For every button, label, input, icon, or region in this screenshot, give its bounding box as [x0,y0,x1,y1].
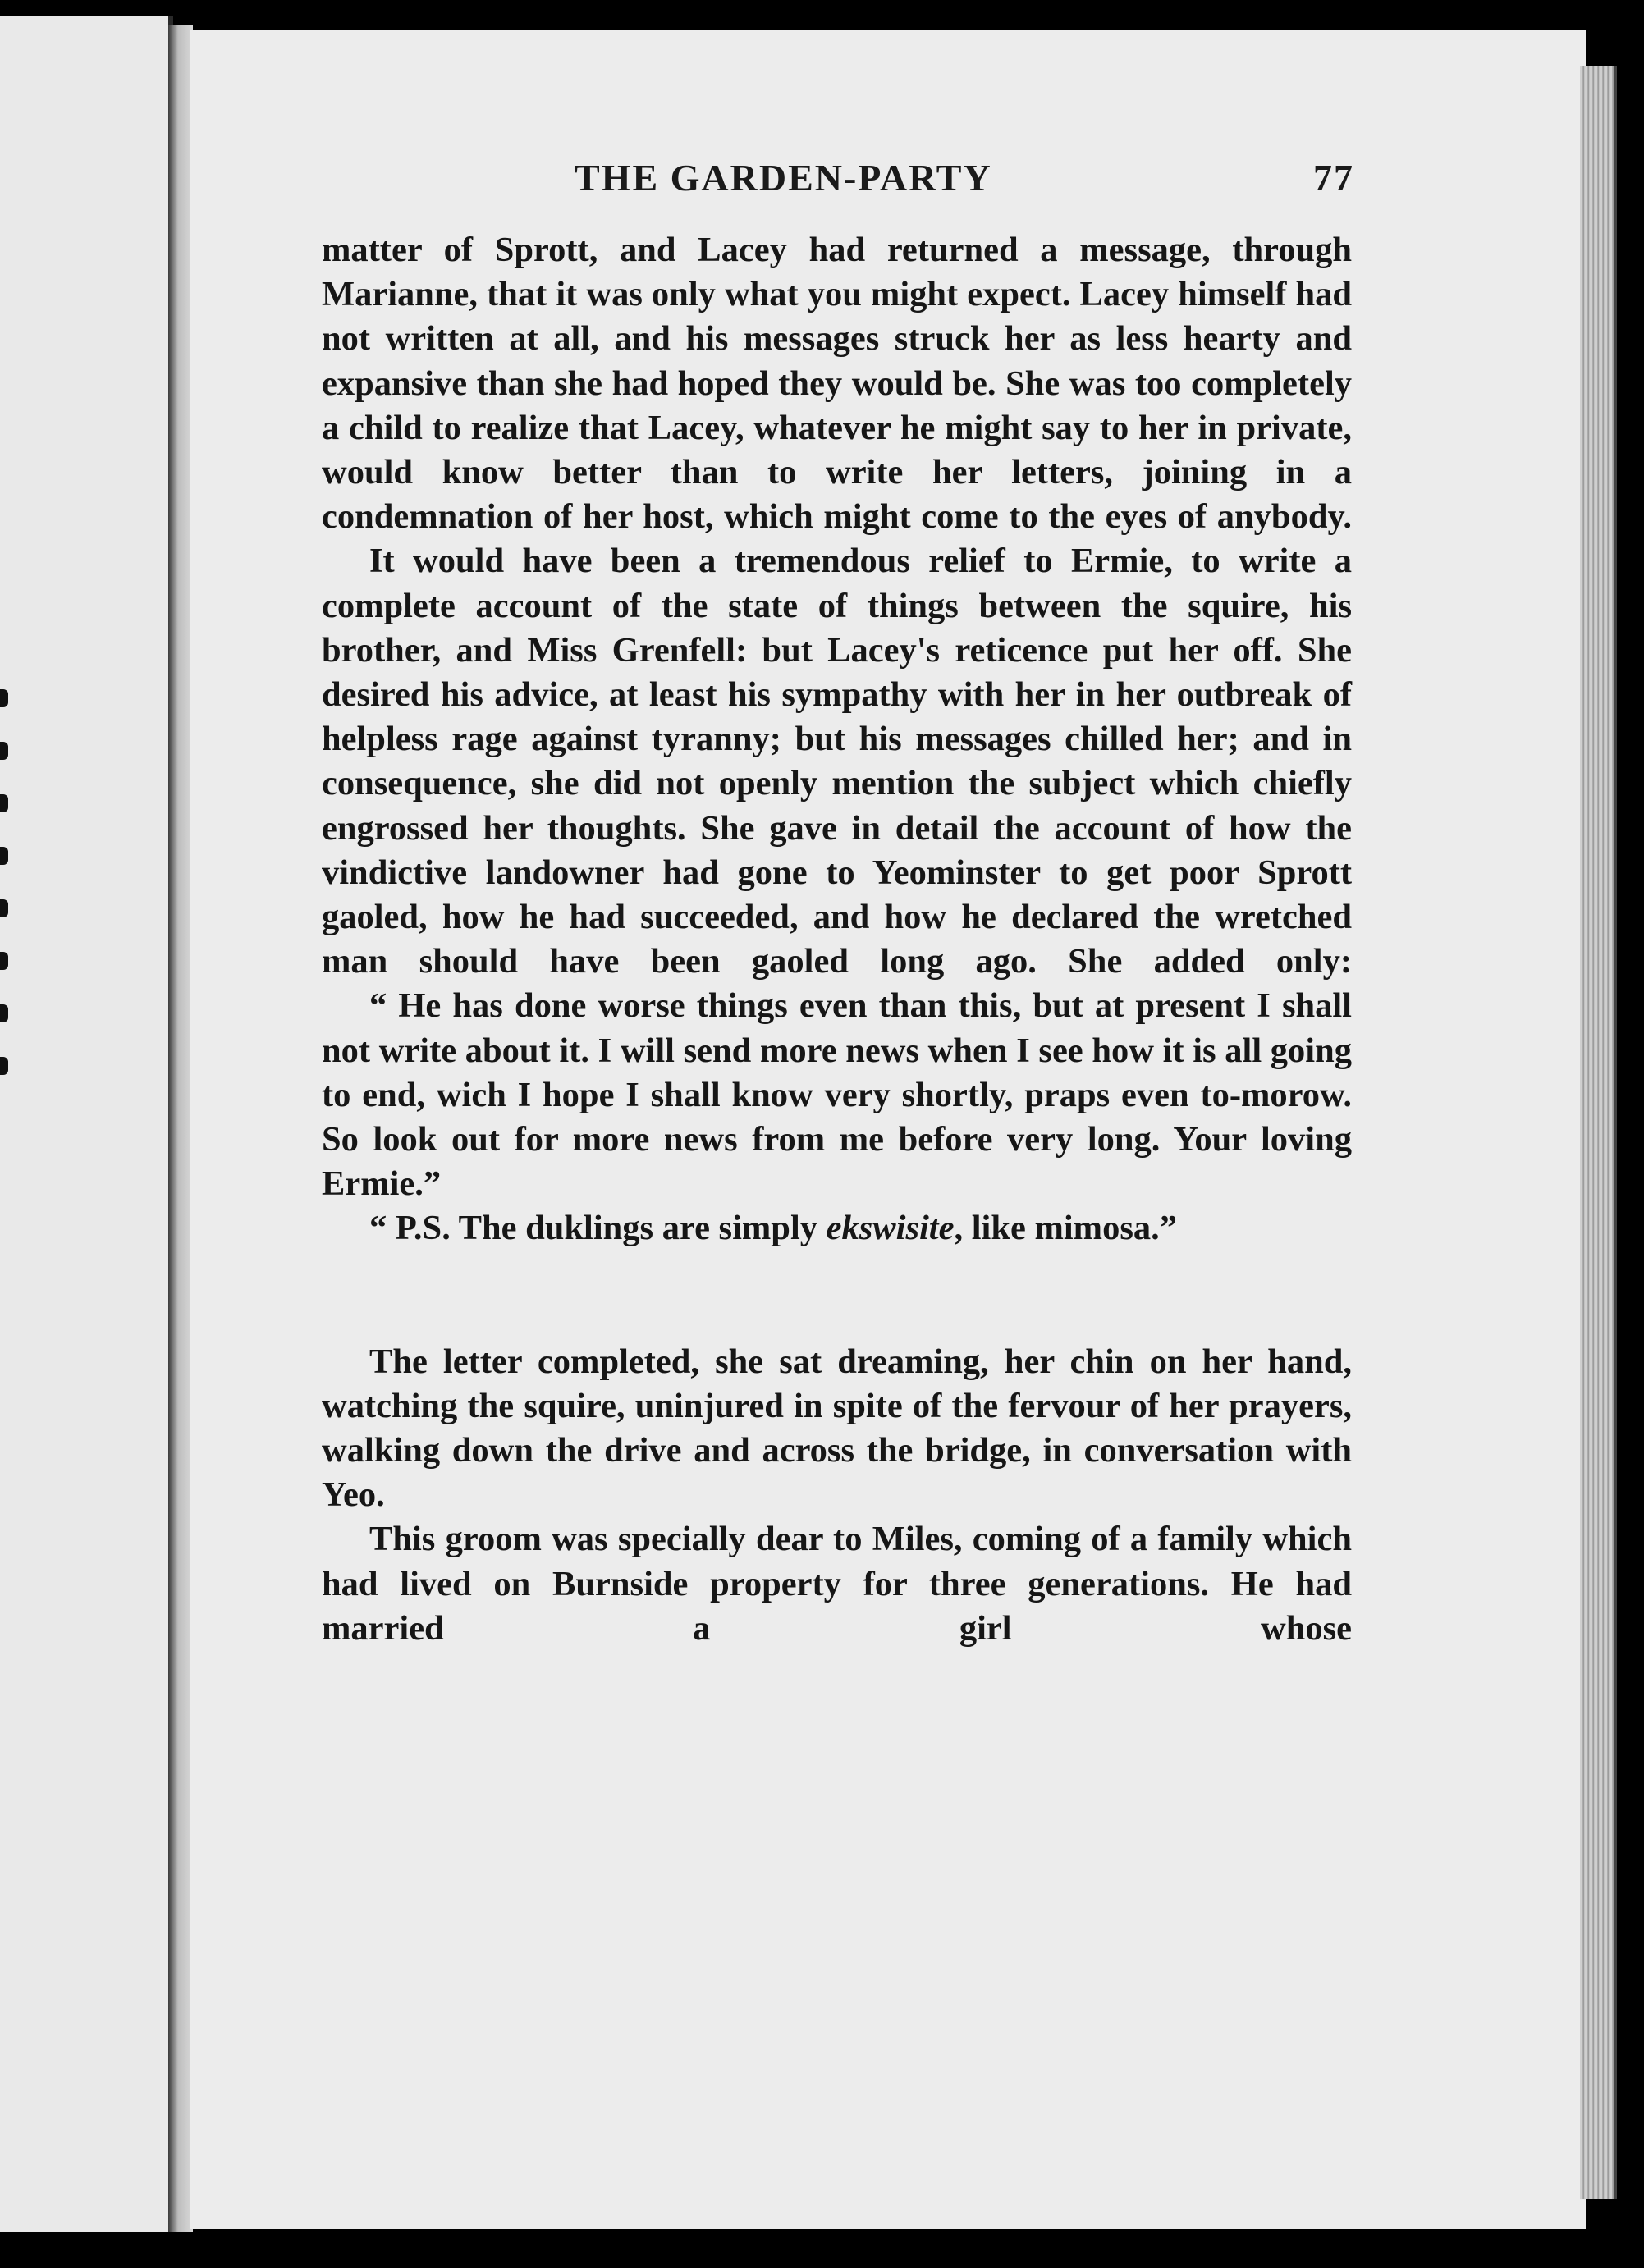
book-gutter [168,25,193,2232]
running-title: THE GARDEN-PARTY [575,157,992,199]
section-break [322,1251,1352,1340]
paragraph: matter of Sprott, and Lacey had returned a message, through Marianne, that it was only what you might expect. Lacey himself had not written at all, and his messages struck her as less hearty and expansive than she had hoped they would be. She was too completely a child to realize that Lacey, whatever he might say to her in private, would know better than to write her letters, joining in a condemnation of her host, which might come to the eyes of anybody. [322,231,1352,537]
paragraph: This groom was specially dear to Miles, coming of a family which had lived on Burnside property for three generations. He had married a girl whose [322,1520,1352,1648]
body-text [322,228,1352,1651]
postscript-text-end: , like mimosa.” [954,1209,1177,1248]
postscript-italic-word: ekswisite [826,1209,955,1248]
paragraph: It would have been a tremendous relief to Ermie, to write a complete account of the state of things between the squire, his brother, and Miss Grenfell: but Lacey's reticence put her off. She desired his advice, at least his sympathy with her in her outbreak of helpless rage against tyranny; but his messages chilled her; and in consequence, she did not openly mention the subject which chiefly engrossed her thoughts. She gave in detail the account of how the vindictive landowner had gone to Yeominster to get poor Sprott gaoled, how he had succeeded, and how he declared the wretched man should have been gaoled long ago. She added only: [322,542,1352,981]
facing-page-text-edge [0,689,11,1182]
facing-page [0,16,173,2232]
letter-paragraph: “ He has done worse things even than this, but at present I shall not write about it. I will send more news when I see how it is all going to end, wich I hope I shall know very shortly, praps even to-morow. So look out for more news from me before very long. Your loving Ermie.” [322,986,1352,1204]
postscript-text-start: “ P.S. The duklings are simply [369,1209,827,1248]
page-number: 77 [1313,157,1354,199]
paragraph: The letter completed, she sat dreaming, her chin on her hand, watching the squire, uninjured in spite of the fervour of her prayers, walking down the drive and across the bridge, in conversation with Yeo. [322,1342,1352,1515]
page-edge [1580,66,1617,2199]
page-header [575,156,1354,205]
postscript-paragraph [322,1206,1352,1251]
